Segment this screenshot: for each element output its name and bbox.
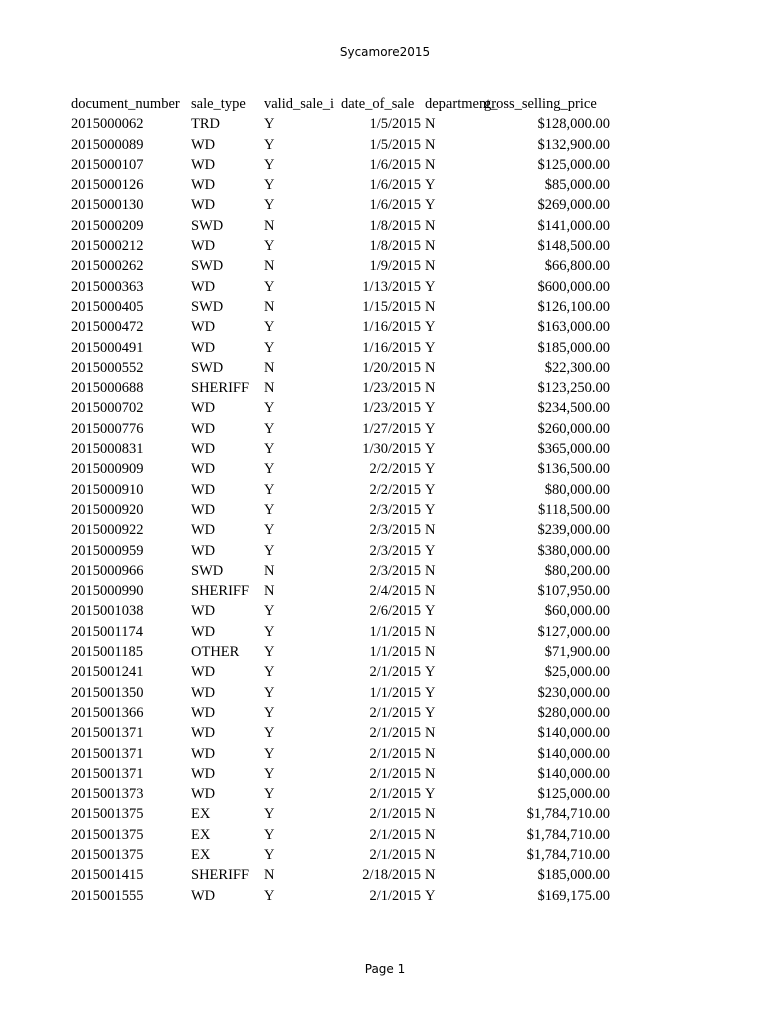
cell-sale-type: WD	[191, 887, 216, 904]
cell-gross-selling-price: $80,200.00	[544, 562, 610, 579]
cell-sale-type: WD	[191, 136, 216, 153]
cell-sale-type: WD	[191, 745, 216, 762]
cell-sale-type: SWD	[191, 359, 224, 376]
cell-document-number: 2015001350	[71, 684, 144, 701]
page-footer-number: Page 1	[364, 962, 406, 976]
column-header-sale-type: sale_type	[191, 96, 246, 112]
cell-department: N	[425, 217, 436, 234]
cell-date-of-sale: 2/1/2015	[369, 765, 421, 782]
cell-date-of-sale: 2/1/2015	[369, 826, 421, 843]
cell-sale-type: WD	[191, 725, 216, 742]
cell-department: Y	[425, 319, 436, 336]
table-row	[71, 764, 631, 784]
cell-valid-sale: Y	[264, 623, 275, 640]
cell-department: N	[425, 258, 436, 275]
cell-document-number: 2015000472	[71, 319, 144, 336]
cell-department: Y	[425, 420, 436, 437]
cell-gross-selling-price: $185,000.00	[537, 339, 610, 356]
cell-sale-type: WD	[191, 461, 216, 478]
cell-gross-selling-price: $260,000.00	[537, 420, 610, 437]
cell-gross-selling-price: $169,175.00	[537, 887, 610, 904]
cell-sale-type: WD	[191, 156, 216, 173]
table-row	[71, 398, 631, 418]
cell-gross-selling-price: $148,500.00	[537, 238, 610, 255]
table-row	[71, 662, 631, 682]
column-header-valid-sale: valid_sale_i	[264, 96, 335, 112]
cell-valid-sale: Y	[264, 177, 275, 194]
cell-gross-selling-price: $1,784,710.00	[526, 846, 610, 863]
table-row	[71, 561, 631, 581]
cell-document-number: 2015000966	[71, 562, 144, 579]
table-row	[71, 175, 631, 195]
cell-valid-sale: Y	[264, 846, 275, 863]
cell-gross-selling-price: $1,784,710.00	[526, 826, 610, 843]
cell-department: Y	[425, 441, 436, 458]
cell-valid-sale: Y	[264, 704, 275, 721]
cell-date-of-sale: 2/1/2015	[369, 704, 421, 721]
cell-document-number: 2015000552	[71, 359, 144, 376]
table-row	[71, 865, 631, 885]
cell-date-of-sale: 1/16/2015	[362, 319, 421, 336]
cell-document-number: 2015000363	[71, 278, 144, 295]
cell-gross-selling-price: $365,000.00	[537, 441, 610, 458]
cell-valid-sale: Y	[264, 278, 275, 295]
cell-sale-type: WD	[191, 664, 216, 681]
cell-gross-selling-price: $141,000.00	[537, 217, 610, 234]
cell-valid-sale: N	[264, 359, 275, 376]
table-row	[71, 622, 631, 642]
cell-date-of-sale: 1/6/2015	[369, 197, 421, 214]
cell-department: Y	[425, 542, 436, 559]
table-row	[71, 378, 631, 398]
cell-date-of-sale: 2/18/2015	[362, 867, 421, 884]
table-row	[71, 703, 631, 723]
cell-gross-selling-price: $80,000.00	[544, 481, 610, 498]
cell-date-of-sale: 2/1/2015	[369, 806, 421, 823]
cell-date-of-sale: 2/1/2015	[369, 786, 421, 803]
cell-valid-sale: N	[264, 562, 275, 579]
cell-valid-sale: N	[264, 583, 275, 600]
cell-gross-selling-price: $126,100.00	[537, 298, 610, 315]
cell-valid-sale: Y	[264, 806, 275, 823]
cell-date-of-sale: 1/16/2015	[362, 339, 421, 356]
cell-gross-selling-price: $269,000.00	[537, 197, 610, 214]
cell-department: Y	[425, 339, 436, 356]
cell-date-of-sale: 1/30/2015	[362, 441, 421, 458]
cell-date-of-sale: 1/23/2015	[362, 400, 421, 417]
cell-document-number: 2015001241	[71, 664, 144, 681]
table-row	[71, 236, 631, 256]
cell-department: Y	[425, 684, 436, 701]
cell-document-number: 2015000107	[71, 156, 144, 173]
table-row	[71, 520, 631, 540]
table-row	[71, 642, 631, 662]
cell-valid-sale: Y	[264, 684, 275, 701]
cell-sale-type: SWD	[191, 258, 224, 275]
cell-department: Y	[425, 278, 436, 295]
cell-valid-sale: N	[264, 258, 275, 275]
cell-document-number: 2015000702	[71, 400, 144, 417]
cell-document-number: 2015001371	[71, 745, 144, 762]
cell-document-number: 2015000909	[71, 461, 144, 478]
cell-document-number: 2015000831	[71, 441, 144, 458]
cell-department: N	[425, 725, 436, 742]
cell-valid-sale: Y	[264, 644, 275, 661]
cell-document-number: 2015001366	[71, 704, 144, 721]
cell-gross-selling-price: $118,500.00	[538, 501, 610, 518]
table-row	[71, 419, 631, 439]
cell-department: Y	[425, 603, 436, 620]
cell-department: N	[425, 136, 436, 153]
table-row	[71, 825, 631, 845]
cell-date-of-sale: 2/1/2015	[369, 846, 421, 863]
cell-gross-selling-price: $163,000.00	[537, 319, 610, 336]
cell-document-number: 2015000491	[71, 339, 144, 356]
table-row	[71, 459, 631, 479]
cell-sale-type: WD	[191, 501, 216, 518]
cell-gross-selling-price: $128,000.00	[537, 116, 610, 133]
cell-gross-selling-price: $66,800.00	[544, 258, 610, 275]
cell-valid-sale: Y	[264, 522, 275, 539]
table-row	[71, 500, 631, 520]
cell-department: Y	[425, 197, 436, 214]
table-body	[71, 114, 631, 906]
cell-valid-sale: Y	[264, 664, 275, 681]
table-row	[71, 317, 631, 337]
cell-gross-selling-price: $140,000.00	[537, 745, 610, 762]
cell-document-number: 2015000212	[71, 238, 144, 255]
cell-date-of-sale: 2/3/2015	[369, 562, 421, 579]
cell-department: Y	[425, 664, 436, 681]
cell-valid-sale: Y	[264, 745, 275, 762]
cell-sale-type: EX	[191, 806, 211, 823]
cell-document-number: 2015000130	[71, 197, 144, 214]
cell-valid-sale: Y	[264, 156, 275, 173]
table-row	[71, 804, 631, 824]
column-header-date-of-sale: date_of_sale	[341, 96, 415, 112]
cell-date-of-sale: 2/6/2015	[369, 603, 421, 620]
cell-document-number: 2015000405	[71, 298, 144, 315]
cell-gross-selling-price: $136,500.00	[537, 461, 610, 478]
cell-date-of-sale: 2/1/2015	[369, 745, 421, 762]
cell-document-number: 2015000910	[71, 481, 144, 498]
cell-date-of-sale: 1/1/2015	[369, 623, 421, 640]
cell-sale-type: WD	[191, 704, 216, 721]
cell-valid-sale: Y	[264, 501, 275, 518]
table-row	[71, 216, 631, 236]
cell-sale-type: EX	[191, 826, 211, 843]
cell-valid-sale: Y	[264, 319, 275, 336]
cell-document-number: 2015000688	[71, 380, 144, 397]
cell-valid-sale: Y	[264, 420, 275, 437]
cell-document-number: 2015001371	[71, 765, 144, 782]
cell-document-number: 2015000922	[71, 522, 144, 539]
page-header-title: Sycamore2015	[339, 45, 431, 59]
cell-valid-sale: N	[264, 867, 275, 884]
cell-gross-selling-price: $25,000.00	[544, 664, 610, 681]
table-row	[71, 195, 631, 215]
cell-sale-type: TRD	[191, 116, 220, 133]
cell-department: N	[425, 867, 436, 884]
cell-valid-sale: Y	[264, 116, 275, 133]
cell-department: Y	[425, 400, 436, 417]
cell-date-of-sale: 2/2/2015	[369, 481, 421, 498]
cell-date-of-sale: 2/3/2015	[369, 501, 421, 518]
table-row	[71, 784, 631, 804]
cell-sale-type: WD	[191, 319, 216, 336]
table-row	[71, 541, 631, 561]
cell-department: N	[425, 522, 436, 539]
cell-valid-sale: Y	[264, 887, 275, 904]
cell-valid-sale: Y	[264, 725, 275, 742]
cell-gross-selling-price: $234,500.00	[537, 400, 610, 417]
cell-department: N	[425, 826, 436, 843]
cell-valid-sale: Y	[264, 786, 275, 803]
cell-document-number: 2015001375	[71, 806, 144, 823]
table-row	[71, 358, 631, 378]
cell-gross-selling-price: $125,000.00	[537, 156, 610, 173]
cell-sale-type: WD	[191, 623, 216, 640]
table-row	[71, 155, 631, 175]
cell-date-of-sale: 2/4/2015	[369, 583, 421, 600]
table-row	[71, 439, 631, 459]
cell-sale-type: SWD	[191, 298, 224, 315]
cell-gross-selling-price: $140,000.00	[537, 765, 610, 782]
cell-sale-type: WD	[191, 197, 216, 214]
cell-document-number: 2015000776	[71, 420, 144, 437]
cell-gross-selling-price: $600,000.00	[537, 278, 610, 295]
cell-gross-selling-price: $123,250.00	[537, 380, 610, 397]
cell-valid-sale: N	[264, 298, 275, 315]
cell-department: N	[425, 644, 436, 661]
cell-valid-sale: Y	[264, 136, 275, 153]
cell-document-number: 2015001185	[71, 644, 143, 661]
cell-date-of-sale: 2/1/2015	[369, 664, 421, 681]
cell-document-number: 2015000089	[71, 136, 144, 153]
cell-date-of-sale: 2/1/2015	[369, 887, 421, 904]
cell-valid-sale: N	[264, 380, 275, 397]
cell-sale-type: WD	[191, 339, 216, 356]
cell-gross-selling-price: $71,900.00	[544, 644, 610, 661]
cell-sale-type: WD	[191, 765, 216, 782]
cell-document-number: 2015001375	[71, 846, 144, 863]
cell-date-of-sale: 1/5/2015	[369, 136, 421, 153]
cell-document-number: 2015001555	[71, 887, 144, 904]
cell-date-of-sale: 1/23/2015	[362, 380, 421, 397]
table-row	[71, 744, 631, 764]
table-row	[71, 297, 631, 317]
table-row	[71, 845, 631, 865]
cell-sale-type: WD	[191, 542, 216, 559]
cell-date-of-sale: 1/20/2015	[362, 359, 421, 376]
cell-gross-selling-price: $60,000.00	[544, 603, 610, 620]
cell-department: N	[425, 359, 436, 376]
table-row	[71, 256, 631, 276]
cell-department: N	[425, 623, 436, 640]
cell-sale-type: WD	[191, 481, 216, 498]
cell-date-of-sale: 1/6/2015	[369, 156, 421, 173]
cell-date-of-sale: 1/15/2015	[362, 298, 421, 315]
table-row	[71, 480, 631, 500]
cell-gross-selling-price: $140,000.00	[537, 725, 610, 742]
cell-gross-selling-price: $239,000.00	[537, 522, 610, 539]
cell-gross-selling-price: $22,300.00	[544, 359, 610, 376]
table-row	[71, 338, 631, 358]
cell-date-of-sale: 2/1/2015	[369, 725, 421, 742]
cell-department: Y	[425, 887, 436, 904]
cell-department: N	[425, 583, 436, 600]
cell-date-of-sale: 1/6/2015	[369, 177, 421, 194]
cell-sale-type: WD	[191, 603, 216, 620]
table-header-row	[71, 94, 631, 114]
cell-document-number: 2015000209	[71, 217, 144, 234]
cell-sale-type: SHERIFF	[191, 380, 250, 397]
cell-valid-sale: N	[264, 217, 275, 234]
cell-sale-type: WD	[191, 441, 216, 458]
sales-table	[71, 94, 631, 906]
cell-gross-selling-price: $185,000.00	[537, 867, 610, 884]
cell-date-of-sale: 1/13/2015	[362, 278, 421, 295]
cell-sale-type: WD	[191, 177, 216, 194]
cell-document-number: 2015000959	[71, 542, 144, 559]
cell-department: N	[425, 846, 436, 863]
cell-document-number: 2015001415	[71, 867, 144, 884]
cell-gross-selling-price: $280,000.00	[537, 704, 610, 721]
cell-department: N	[425, 806, 436, 823]
cell-gross-selling-price: $132,900.00	[537, 136, 610, 153]
cell-gross-selling-price: $85,000.00	[544, 177, 610, 194]
cell-date-of-sale: 1/8/2015	[369, 238, 421, 255]
cell-date-of-sale: 2/3/2015	[369, 542, 421, 559]
cell-valid-sale: Y	[264, 339, 275, 356]
table-row	[71, 135, 631, 155]
cell-gross-selling-price: $230,000.00	[537, 684, 610, 701]
cell-department: N	[425, 238, 436, 255]
column-header-department: department_	[425, 96, 498, 112]
cell-document-number: 2015000262	[71, 258, 144, 275]
cell-sale-type: OTHER	[191, 644, 240, 661]
column-header-gross-selling-price: gross_selling_price	[484, 96, 597, 112]
cell-sale-type: WD	[191, 278, 216, 295]
cell-gross-selling-price: $127,000.00	[537, 623, 610, 640]
cell-sale-type: WD	[191, 522, 216, 539]
cell-valid-sale: Y	[264, 481, 275, 498]
cell-valid-sale: Y	[264, 603, 275, 620]
cell-date-of-sale: 1/5/2015	[369, 116, 421, 133]
cell-document-number: 2015001375	[71, 826, 144, 843]
cell-sale-type: SHERIFF	[191, 867, 250, 884]
cell-document-number: 2015001038	[71, 603, 144, 620]
table-row	[71, 114, 631, 134]
cell-document-number: 2015000126	[71, 177, 144, 194]
cell-department: Y	[425, 461, 436, 478]
cell-sale-type: WD	[191, 400, 216, 417]
cell-document-number: 2015000062	[71, 116, 144, 133]
cell-department: Y	[425, 177, 436, 194]
cell-valid-sale: Y	[264, 400, 275, 417]
cell-valid-sale: Y	[264, 765, 275, 782]
cell-valid-sale: Y	[264, 441, 275, 458]
cell-document-number: 2015001373	[71, 786, 144, 803]
cell-department: Y	[425, 704, 436, 721]
cell-date-of-sale: 1/1/2015	[369, 684, 421, 701]
cell-date-of-sale: 1/1/2015	[369, 644, 421, 661]
table-row	[71, 581, 631, 601]
cell-document-number: 2015001174	[71, 623, 143, 640]
cell-valid-sale: Y	[264, 238, 275, 255]
cell-sale-type: WD	[191, 684, 216, 701]
cell-department: N	[425, 156, 436, 173]
cell-department: Y	[425, 786, 436, 803]
cell-gross-selling-price: $125,000.00	[537, 786, 610, 803]
cell-gross-selling-price: $107,950.00	[537, 583, 610, 600]
cell-date-of-sale: 1/27/2015	[362, 420, 421, 437]
cell-department: N	[425, 562, 436, 579]
cell-department: N	[425, 298, 436, 315]
table-row	[71, 277, 631, 297]
table-row	[71, 683, 631, 703]
cell-valid-sale: Y	[264, 542, 275, 559]
cell-document-number: 2015000920	[71, 501, 144, 518]
cell-valid-sale: Y	[264, 197, 275, 214]
cell-sale-type: SWD	[191, 217, 224, 234]
cell-sale-type: EX	[191, 846, 211, 863]
cell-date-of-sale: 2/3/2015	[369, 522, 421, 539]
cell-date-of-sale: 2/2/2015	[369, 461, 421, 478]
cell-date-of-sale: 1/9/2015	[369, 258, 421, 275]
cell-department: N	[425, 765, 436, 782]
cell-department: N	[425, 380, 436, 397]
cell-department: N	[425, 116, 436, 133]
cell-document-number: 2015001371	[71, 725, 144, 742]
table-row	[71, 723, 631, 743]
table-row	[71, 601, 631, 621]
column-header-document-number: document_number	[71, 96, 180, 112]
cell-valid-sale: Y	[264, 461, 275, 478]
cell-valid-sale: Y	[264, 826, 275, 843]
cell-sale-type: WD	[191, 786, 216, 803]
cell-sale-type: WD	[191, 420, 216, 437]
cell-sale-type: SHERIFF	[191, 583, 250, 600]
cell-sale-type: WD	[191, 238, 216, 255]
cell-sale-type: SWD	[191, 562, 224, 579]
cell-gross-selling-price: $380,000.00	[537, 542, 610, 559]
cell-department: Y	[425, 481, 436, 498]
cell-department: Y	[425, 501, 436, 518]
cell-date-of-sale: 1/8/2015	[369, 217, 421, 234]
cell-document-number: 2015000990	[71, 583, 144, 600]
cell-department: N	[425, 745, 436, 762]
table-row	[71, 886, 631, 906]
cell-gross-selling-price: $1,784,710.00	[526, 806, 610, 823]
